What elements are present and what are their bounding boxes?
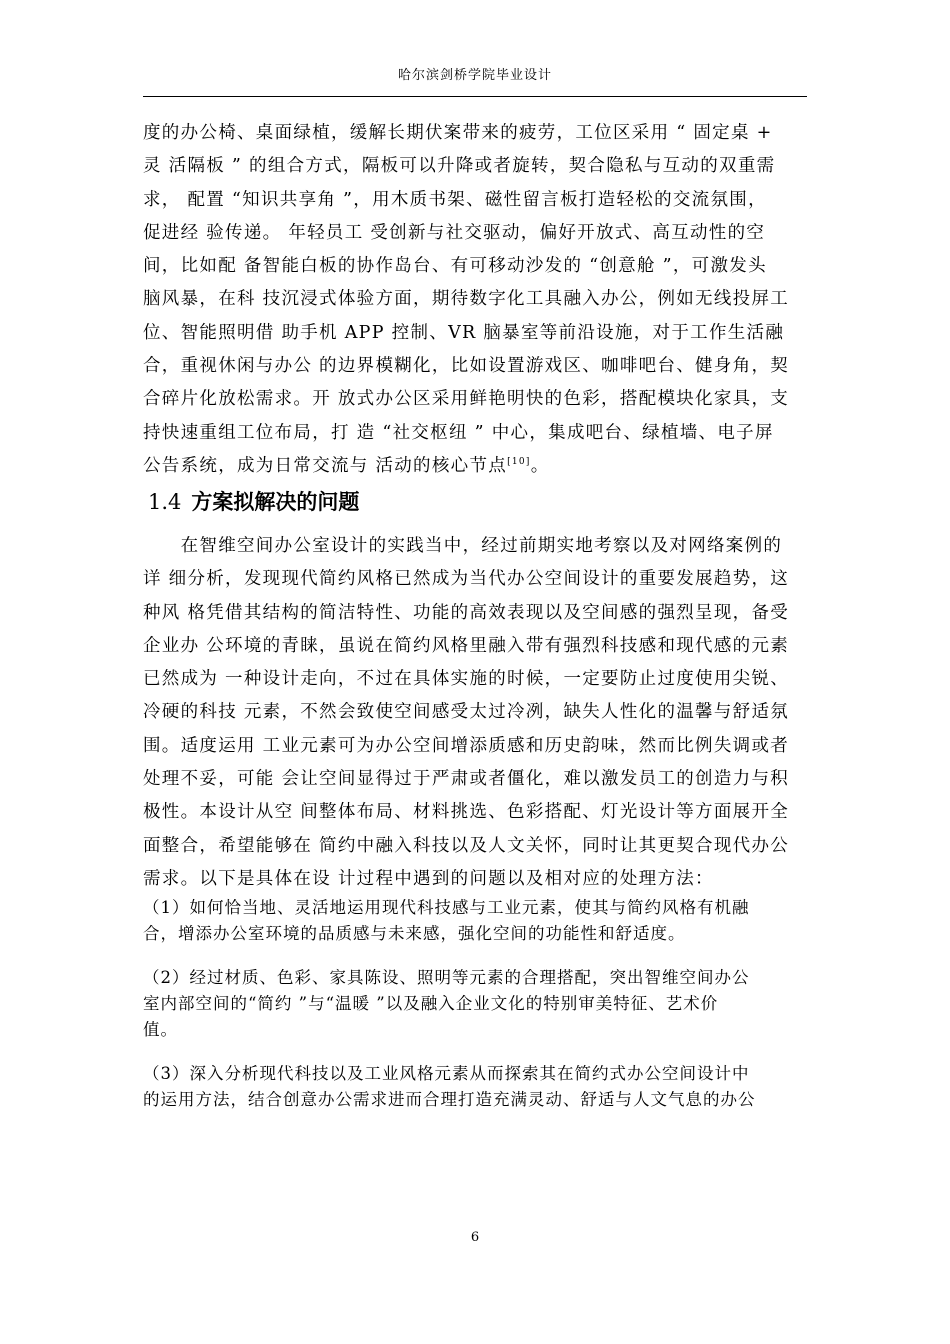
list-item-2 — [143, 965, 807, 1043]
text-line: （2）经过材质、色彩、家具陈设、照明等元素的合理搭配，突出智维空间办公 — [143, 968, 750, 987]
last-line-text: 公告系统，成为日常交流与 活动的核心节点 — [143, 455, 508, 476]
paragraph-body — [143, 117, 807, 483]
text-line: 求， 配置 “知识共享角 ”，用木质书架、磁性留言板打造轻松的交流氛围， — [143, 189, 767, 210]
text-line: 围。适度运用 工业元素可为办公空间增添质感和历史韵味，然而比例失调或者 — [143, 735, 790, 756]
section-title: 方案拟解决的问题 — [191, 490, 360, 514]
header-divider — [143, 96, 807, 97]
paragraph-continued — [143, 117, 807, 483]
text-line: 面整合，希望能够在 简约中融入科技以及人文关怀，同时让其更契合现代办公 — [143, 835, 790, 856]
list-item-text — [143, 965, 807, 1043]
text-line: 室内部空间的“简约 ”与“温暖 ”以及融入企业文化的特别审美特征、艺术价 — [143, 994, 719, 1013]
text-line: 持快速重组工位布局，打 造 “社交枢纽 ” 中心，集成吧台、绿植墙、电子屏 — [143, 422, 774, 443]
page-number: 6 — [470, 1230, 480, 1245]
citation-reference[interactable]: [10] — [507, 456, 531, 467]
last-line-punct: 。 — [530, 455, 550, 476]
paragraph-intro — [143, 530, 807, 896]
text-line: 灵 活隔板 ” 的组合方式，隔板可以升降或者旋转，契合隐私与互动的双重需 — [143, 156, 776, 177]
text-line: （1）如何恰当地、灵活地运用现代科技感与工业元素，使其与简约风格有机融 — [143, 898, 750, 917]
text-line: 需求。以下是具体在设 计过程中遇到的问题以及相对应的处理方法： — [143, 868, 714, 889]
text-line: 值。 — [143, 1020, 178, 1039]
paragraph-body — [143, 530, 807, 896]
text-line: 已然成为 一种设计走向，不过在具体实施的时候，一定要防止过度使用尖锐、 — [143, 669, 790, 690]
text-line-last — [143, 450, 807, 483]
text-line: 合，增添办公室环境的品质感与未来感，强化空间的功能性和舒适度。 — [143, 924, 686, 943]
text-line: 企业办 公环境的青睐，虽说在简约风格里融入带有强烈科技感和现代感的元素 — [143, 635, 790, 656]
list-item-text — [143, 895, 807, 947]
text-line: 种风 格凭借其结构的简洁特性、功能的高效表现以及空间感的强烈呈现，备受 — [143, 602, 790, 623]
text-line: 合碎片化放松需求。开 放式办公区采用鲜艳明快的色彩，搭配模块化家具，支 — [143, 389, 790, 410]
text-line: 详 细分析，发现现代简约风格已然成为当代办公空间设计的重要发展趋势，这 — [143, 569, 790, 590]
text-line: 极性。本设计从空 间整体布局、材料挑选、色彩搭配、灯光设计等方面展开全 — [143, 802, 790, 823]
text-line: 在智维空间办公室设计的实践当中，经过前期实地考察以及对网络案例的 — [143, 536, 783, 556]
section-heading — [148, 486, 359, 516]
page-header-title: 哈尔滨剑桥学院毕业设计 — [397, 68, 552, 83]
text-line: 度的办公椅、桌面绿植，缓解长期伏案带来的疲劳，工位区采用 “ 固定桌 + — [143, 123, 773, 143]
list-item-text — [143, 1061, 807, 1113]
list-item-3 — [143, 1061, 807, 1113]
text-line: 脑风暴，在科 技沉浸式体验方面，期待数字化工具融入办公，例如无线投屏工 — [143, 289, 790, 310]
text-line: 合，重视休闲与办公 的边界模糊化，比如设置游戏区、咖啡吧台、健身角，契 — [143, 356, 790, 377]
section-number: 1.4 — [148, 490, 182, 514]
text-line: （3）深入分析现代科技以及工业风格元素从而探索其在简约式办公空间设计中 — [143, 1064, 750, 1083]
text-line: 促进经 验传递。 年轻员工 受创新与社交驱动，偏好开放式、高互动性的空 — [143, 222, 766, 243]
text-line: 位、智能照明借 助手机 APP 控制、VR 脑暴室等前沿设施，对于工作生活融 — [143, 322, 785, 343]
text-line: 间，比如配 备智能白板的协作岛台、有可移动沙发的 “创意舱 ”，可激发头 — [143, 256, 767, 277]
list-item-1 — [143, 895, 807, 947]
text-line: 的运用方法，结合创意办公需求进而合理打造充满灵动、舒适与人文气息的办公 — [143, 1090, 756, 1109]
text-line: 处理不妥，可能 会让空间显得过于严肃或者僵化，难以激发员工的创造力与积 — [143, 769, 790, 790]
text-line: 冷硬的科技 元素，不然会致使空间感受太过冷冽，缺失人性化的温馨与舒适氛 — [143, 702, 790, 723]
